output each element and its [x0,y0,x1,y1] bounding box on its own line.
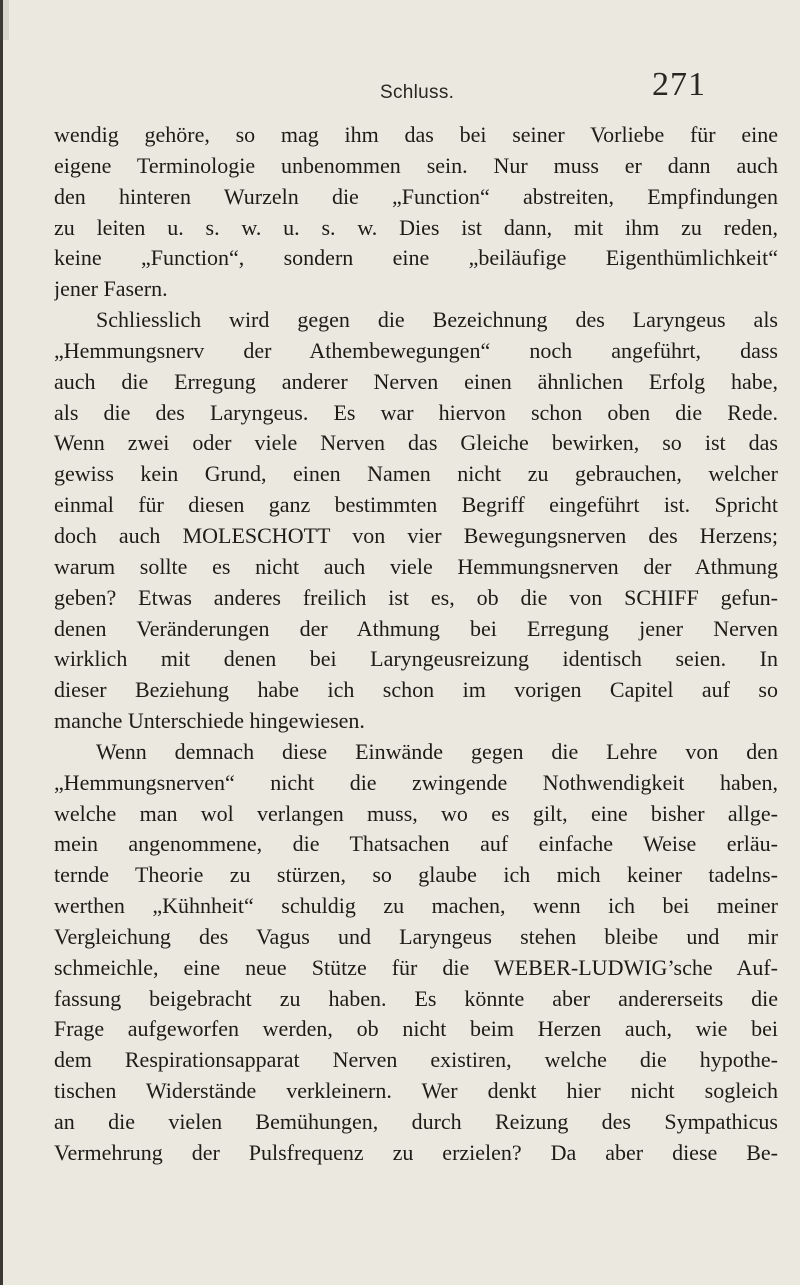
text-line: als die des Laryngeus. Es war hiervon schon oben die Rede. [54,399,778,425]
text-line: schmeichle, eine neue Stütze für die WEBER-LUDWIG’sche Auf- [54,954,778,980]
text-line: werthen „Kühnheit“ schuldig zu machen, wenn ich bei meiner [54,893,778,919]
text-line: warum sollte es nicht auch viele Hemmungsnerven der Athmung [54,553,778,579]
text-line: wendig gehöre, so mag ihm das bei seiner Vorliebe für eine [54,122,778,147]
text-line: Frage aufgeworfen werden, ob nicht beim Herzen auch, wie bei [54,1016,778,1042]
text-line: Wenn zwei oder viele Nerven das Gleiche bewirken, so ist das [54,430,778,456]
text-line: dieser Beziehung habe ich schon im vorigen Capitel auf so [54,677,778,703]
text-line: an die vielen Bemühungen, durch Reizung des Sympathicus [54,1109,778,1134]
page-fold-shadow [3,0,9,40]
text-line: mein angenommene, die Thatsachen auf einfache Weise erläu- [54,831,778,857]
text-line: dem Respirationsapparat Nerven existiren, welche die hypothe- [54,1047,778,1073]
text-line: gewiss kein Grund, einen Namen nicht zu gebrauchen, welcher [54,461,778,487]
text-line: doch auch MOLESCHOTT von vier Bewegungsnerven des Herzens; [54,522,778,548]
page-binding-edge [0,0,3,1285]
text-line: wirklich mit denen bei Laryngeusreizung identisch seien. In [54,646,778,672]
text-line: eigene Terminologie unbenommen sein. Nur muss er dann auch [54,152,778,178]
text-line: denen Veränderungen der Athmung bei Erregung jener Nerven [54,615,778,641]
text-line: keine „Function“, sondern eine „beiläufige Eigenthümlichkeit“ [54,245,778,271]
text-line: manche Unterschiede hingewiesen. [54,708,365,734]
text-line: auch die Erregung anderer Nerven einen ähnlichen Erfolg habe, [54,368,778,394]
text-line: tischen Widerstände verkleinern. Wer denkt hier nicht sogleich [54,1078,778,1104]
text-line: Wenn demnach diese Einwände gegen die Lehre von den [96,738,778,764]
text-line: Vergleichung des Vagus und Laryngeus stehen bleibe und mir [54,923,778,949]
text-line: fassung beigebracht zu haben. Es könnte aber andererseits die [54,985,778,1011]
text-line: „Hemmungsnerv der Athembewegungen“ noch angeführt, dass [54,337,778,363]
text-line: den hinteren Wurzeln die „Function“ abstreiten, Empfindungen [54,183,778,209]
page-number: 271 [652,66,706,103]
text-line: welche man wol verlangen muss, wo es gilt, eine bisher allge- [54,800,778,826]
text-line: Schliesslich wird gegen die Bezeichnung des Laryngeus als [96,307,778,333]
text-line: ternde Theorie zu stürzen, so glaube ich mich keiner tadelns- [54,862,778,888]
running-head: Schluss. [380,82,455,103]
text-line: einmal für diesen ganz bestimmten Begriff eingeführt ist. Spricht [54,492,778,518]
text-line: jener Fasern. [54,276,168,302]
text-line: „Hemmungsnerven“ nicht die zwingende Nothwendigkeit haben, [54,769,778,795]
text-line: geben? Etwas anderes freilich ist es, ob die von SCHIFF gefun- [54,584,778,610]
text-line: Vermehrung der Pulsfrequenz zu erzielen? Da aber diese Be- [54,1139,778,1165]
body-text [54,120,778,1285]
text-line: zu leiten u. s. w. u. s. w. Dies ist dann, mit ihm zu reden, [54,214,778,240]
